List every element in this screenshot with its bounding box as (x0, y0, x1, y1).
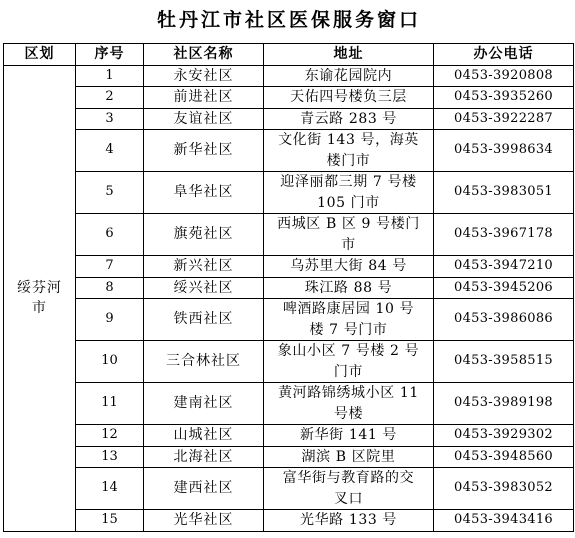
table-row (4, 383, 574, 425)
address-text-line: 西城区 B 区 9 号楼门 (277, 216, 420, 232)
address-text-line: 叉口 (333, 490, 364, 507)
address-text-line: 市 (341, 236, 356, 253)
phone-cell: 0453-3947210 (434, 256, 574, 278)
community-name-cell: 三合林社区 (144, 341, 264, 383)
community-name-cell: 山城社区 (144, 425, 264, 447)
address-text-line: 乌苏里大街 84 号 (290, 258, 407, 274)
phone-cell: 0453-3958515 (434, 341, 574, 383)
phone-cell: 0453-3920808 (434, 65, 574, 87)
community-name-cell: 友谊社区 (144, 108, 264, 130)
address-cell (264, 299, 434, 341)
table-row (4, 108, 574, 130)
address-cell (264, 65, 434, 87)
community-name-cell: 铁西社区 (144, 299, 264, 341)
address-cell (264, 341, 434, 383)
row-index-cell: 1 (76, 65, 144, 87)
page-title: 牡丹江市社区医保服务窗口 (156, 9, 421, 31)
phone-cell: 0453-3929302 (434, 425, 574, 447)
table-row (4, 299, 574, 341)
address-text-line: 富华街与教育路的交 (282, 470, 415, 486)
row-index-cell: 8 (76, 277, 144, 299)
community-name-cell: 新华社区 (144, 130, 264, 172)
address-text-line: 湖滨 B 区院里 (301, 448, 396, 465)
address-cell (264, 383, 434, 425)
table-row (4, 214, 574, 256)
community-name-cell: 永安社区 (144, 65, 264, 87)
phone-cell: 0453-3983052 (434, 468, 574, 510)
address-text-line: 105 门市 (317, 194, 380, 211)
address-text-line: 门市 (333, 363, 364, 380)
table-header-row (4, 44, 574, 66)
community-name-cell: 旗苑社区 (144, 214, 264, 256)
phone-cell: 0453-3983051 (434, 172, 574, 214)
address-text-line: 光华路 133 号 (299, 512, 398, 528)
row-index-cell: 11 (76, 383, 144, 425)
phone-cell: 0453-3948560 (434, 446, 574, 468)
phone-cell: 0453-3945206 (434, 277, 574, 299)
phone-cell: 0453-3943416 (434, 510, 574, 532)
phone-cell: 0453-3998634 (434, 130, 574, 172)
address-text-line: 楼门市 (326, 152, 371, 169)
header-district: 区划 (4, 44, 76, 66)
header-phone: 办公电话 (434, 44, 574, 66)
address-cell (264, 172, 434, 214)
phone-cell: 0453-3986086 (434, 299, 574, 341)
table-row (4, 87, 574, 109)
row-index-cell: 14 (76, 468, 144, 510)
row-index-cell: 5 (76, 172, 144, 214)
community-name-cell: 建西社区 (144, 468, 264, 510)
community-name-cell: 阜华社区 (144, 172, 264, 214)
row-index-cell: 12 (76, 425, 144, 447)
table-row (4, 65, 574, 87)
address-text-line: 黄河路锦绣城小区 11 (278, 385, 419, 401)
community-name-cell: 光华社区 (144, 510, 264, 532)
address-cell (264, 108, 434, 130)
table-row (4, 446, 574, 468)
phone-cell: 0453-3922287 (434, 108, 574, 130)
community-name-cell: 绥兴社区 (144, 277, 264, 299)
table-row (4, 172, 574, 214)
table-body (4, 65, 574, 531)
address-cell (264, 425, 434, 447)
table-row (4, 130, 574, 172)
row-index-cell: 3 (76, 108, 144, 130)
table-row (4, 425, 574, 447)
address-text-line: 东谕花园院内 (304, 67, 393, 84)
row-index-cell: 10 (76, 341, 144, 383)
address-text-line: 文化街 143 号，海英 (278, 132, 419, 148)
row-index-cell: 2 (76, 87, 144, 109)
address-cell (264, 277, 434, 299)
community-name-cell: 新兴社区 (144, 256, 264, 278)
table-row (4, 510, 574, 532)
phone-cell: 0453-3935260 (434, 87, 574, 109)
table-row (4, 277, 574, 299)
row-index-cell: 7 (76, 256, 144, 278)
header-community-name: 社区名称 (144, 44, 264, 66)
address-text-line: 号楼 (333, 405, 364, 422)
service-window-table (3, 43, 574, 532)
address-text-line: 青云路 283 号 (299, 110, 398, 127)
address-text-line: 珠江路 88 号 (304, 279, 393, 296)
address-text-line: 啤酒路康居园 10 号 (282, 301, 415, 317)
row-index-cell: 13 (76, 446, 144, 468)
table-row (4, 341, 574, 383)
address-text-line: 新华街 141 号 (299, 427, 398, 443)
address-cell (264, 87, 434, 109)
header-index: 序号 (76, 44, 144, 66)
community-name-cell: 北海社区 (144, 446, 264, 468)
address-cell (264, 214, 434, 256)
address-cell (264, 130, 434, 172)
address-cell (264, 510, 434, 532)
header-address: 地址 (264, 44, 434, 66)
address-text-line: 楼 7 号门市 (309, 321, 388, 338)
community-name-cell: 前进社区 (144, 87, 264, 109)
address-cell (264, 256, 434, 278)
row-index-cell: 9 (76, 299, 144, 341)
address-cell (264, 468, 434, 510)
address-text-line: 天佑四号楼负三层 (290, 89, 407, 105)
district-text-line: 绥芬河 (17, 279, 62, 296)
table-row (4, 256, 574, 278)
table-row (4, 468, 574, 510)
district-text-line: 市 (32, 300, 47, 316)
address-text-line: 迎泽丽都三期 7 号楼 (280, 174, 417, 190)
address-cell (264, 446, 434, 468)
row-index-cell: 15 (76, 510, 144, 532)
phone-cell: 0453-3989198 (434, 383, 574, 425)
row-index-cell: 4 (76, 130, 144, 172)
district-cell (4, 65, 76, 531)
row-index-cell: 6 (76, 214, 144, 256)
phone-cell: 0453-3967178 (434, 214, 574, 256)
address-text-line: 象山小区 7 号楼 2 号 (277, 343, 420, 359)
community-name-cell: 建南社区 (144, 383, 264, 425)
